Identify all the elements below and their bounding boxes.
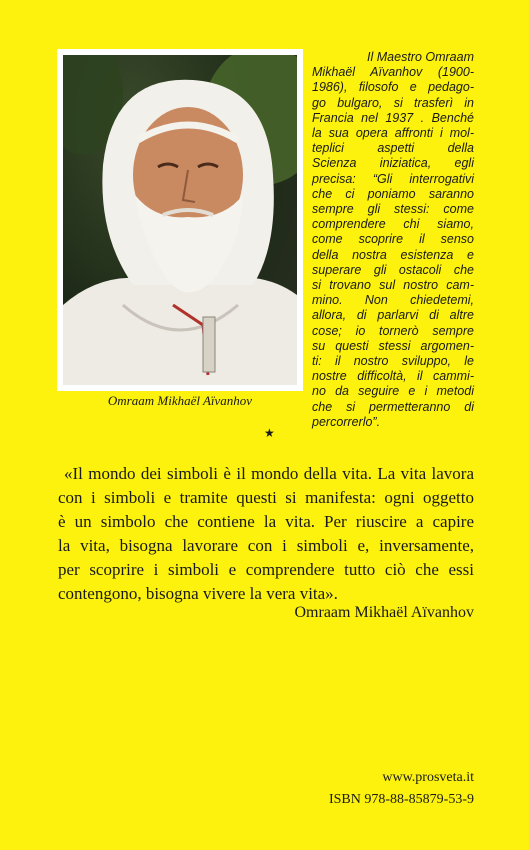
quote-author: Omraam Mikhaël Aïvanhov: [294, 604, 474, 621]
quote-line: per scoprire i simboli e comprendere tutto ciò che essi: [58, 560, 474, 579]
quote-line: contengono, bisogna vivere la vera vita».: [58, 584, 338, 603]
bio-line: superare gli ostacoli che: [312, 262, 474, 277]
bio-line: che si permetteranno di: [312, 399, 474, 414]
portrait-caption: Omraam Mikhaël Aïvanhov: [107, 393, 253, 408]
bio-line: teplici aspetti della: [312, 141, 474, 156]
quote-line: è un simbolo che contiene la vita. Per riuscire a capire: [58, 512, 474, 531]
bio-line: precisa: “Gli interrogativi: [312, 171, 474, 186]
bio-line: che ci poniamo saranno: [312, 186, 474, 201]
author-biography: [312, 50, 474, 430]
portrait-frame: [57, 49, 303, 391]
bio-line: allora, di parlarvi di altre: [312, 308, 474, 323]
bio-line: su questi stessi argomen-: [312, 338, 474, 353]
bio-line: percorrerlo”.: [312, 414, 381, 429]
bio-line: 1986), filosofo e pedago-: [312, 80, 474, 95]
bio-line: la sua opera affronti i mol-: [312, 126, 474, 141]
portrait-illustration: [63, 55, 297, 385]
bio-line: Mikhaël Aïvanhov (1900-: [312, 65, 474, 80]
bio-line: nostre difficoltà, il cammi-: [312, 369, 474, 384]
bio-line: mino. Non chiedetemi,: [312, 293, 474, 308]
bio-line: go bulgaro, si trasferì in: [312, 95, 474, 110]
bio-line: Il Maestro Omraam: [367, 50, 474, 64]
star-separator-icon: ★: [264, 426, 275, 440]
bio-line: Scienza iniziatica, egli: [312, 156, 474, 171]
quote-line: con i simboli e tramite questi si manifesta: ogni oggetto: [58, 488, 474, 507]
main-quote: [58, 462, 474, 606]
publisher-url: www.prosveta.it: [382, 770, 474, 785]
bio-line: sempre gli stessi: come: [312, 202, 474, 217]
bio-line: no da seguire e i metodi: [312, 384, 474, 399]
bio-line: comprendere chi siamo,: [312, 217, 474, 232]
bio-line: cose; io tornerò sempre: [312, 323, 474, 338]
quote-line: «Il mondo dei simboli è il mondo della vita. La vita lavora: [64, 464, 474, 483]
bio-line: ti: il nostro sviluppo, le: [312, 354, 474, 369]
bio-line: come scoprire il senso: [312, 232, 474, 247]
isbn-number: ISBN 978-88-85879-53-9: [328, 792, 474, 807]
quote-line: la vita, bisogna lavorare con i simboli e, inversamente,: [58, 536, 474, 555]
bio-line: Francia nel 1937 . Benché: [312, 110, 474, 125]
bio-line: della nostra esistenza e: [312, 247, 474, 262]
bio-line: si trovano sul nostro cam-: [312, 278, 474, 293]
portrait-photo: [63, 55, 297, 385]
